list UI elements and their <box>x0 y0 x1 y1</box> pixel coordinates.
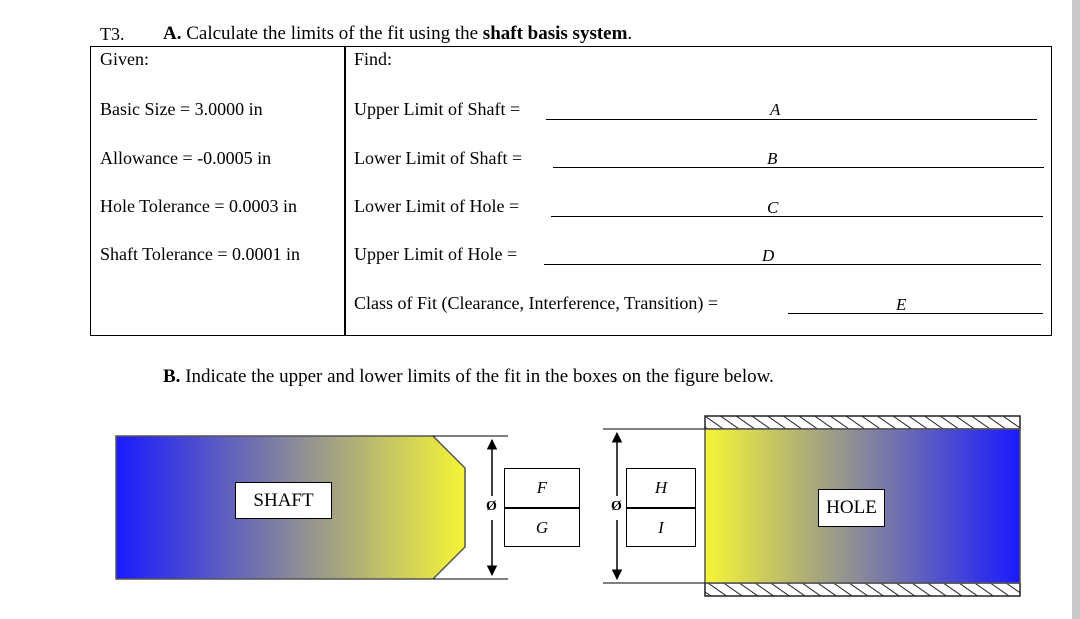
hole-lower-limit-letter: I <box>658 517 664 537</box>
given-hole-tolerance: Hole Tolerance = 0.0003 in <box>100 196 298 216</box>
part-a-end: . <box>627 23 633 44</box>
hole-wall-top <box>705 416 1020 429</box>
shaft-limit-boxes[interactable] <box>504 468 580 547</box>
given-label: Given: <box>100 49 149 69</box>
find-label: Find: <box>354 49 393 69</box>
hole-upper-limit-box[interactable] <box>627 469 695 507</box>
find-lower-limit-shaft: Lower Limit of Shaft = <box>354 148 523 168</box>
part-b-text: Indicate the upper and lower limits of the fit in the boxes on the figure below. <box>180 366 774 387</box>
blank-letter-a: A <box>770 100 781 119</box>
part-b-prefix: B. <box>163 366 181 387</box>
shaft-label: SHAFT <box>235 482 332 519</box>
shaft-upper-limit-letter: F <box>536 478 548 497</box>
hole-upper-limit-letter: H <box>654 478 668 497</box>
given-basic-size: Basic Size = 3.0000 in <box>100 99 263 119</box>
shaft-lower-limit-letter: G <box>535 517 549 537</box>
blank-letter-c: C <box>767 198 779 217</box>
hole-lower-limit-box[interactable] <box>627 509 695 546</box>
problem-number: T3. <box>100 24 125 44</box>
shaft-upper-limit-box[interactable] <box>505 469 579 507</box>
hole-diameter-symbol: Ø <box>611 499 622 514</box>
part-a-bold: shaft basis system <box>482 23 628 44</box>
given-allowance: Allowance = -0.0005 in <box>100 148 272 168</box>
shaft-lower-limit-box[interactable] <box>505 509 579 546</box>
shaft-diameter-symbol: Ø <box>486 499 497 514</box>
given-shaft-tolerance: Shaft Tolerance = 0.0001 in <box>100 244 301 264</box>
find-upper-limit-shaft: Upper Limit of Shaft = <box>354 99 521 119</box>
blank-letter-b: B <box>767 149 778 168</box>
hole-limit-boxes[interactable] <box>626 468 696 547</box>
find-upper-limit-hole: Upper Limit of Hole = <box>354 244 518 264</box>
blank-letter-e: E <box>896 295 907 314</box>
find-class-of-fit: Class of Fit (Clearance, Interference, Transition) = <box>354 293 719 313</box>
hole-wall-bottom <box>705 583 1020 596</box>
blank-letter-d: D <box>762 246 775 265</box>
part-a-prefix: A. <box>163 23 182 44</box>
part-a-text: Calculate the limits of the fit using the <box>181 23 483 44</box>
hole-label: HOLE <box>818 489 885 527</box>
find-lower-limit-hole: Lower Limit of Hole = <box>354 196 520 216</box>
